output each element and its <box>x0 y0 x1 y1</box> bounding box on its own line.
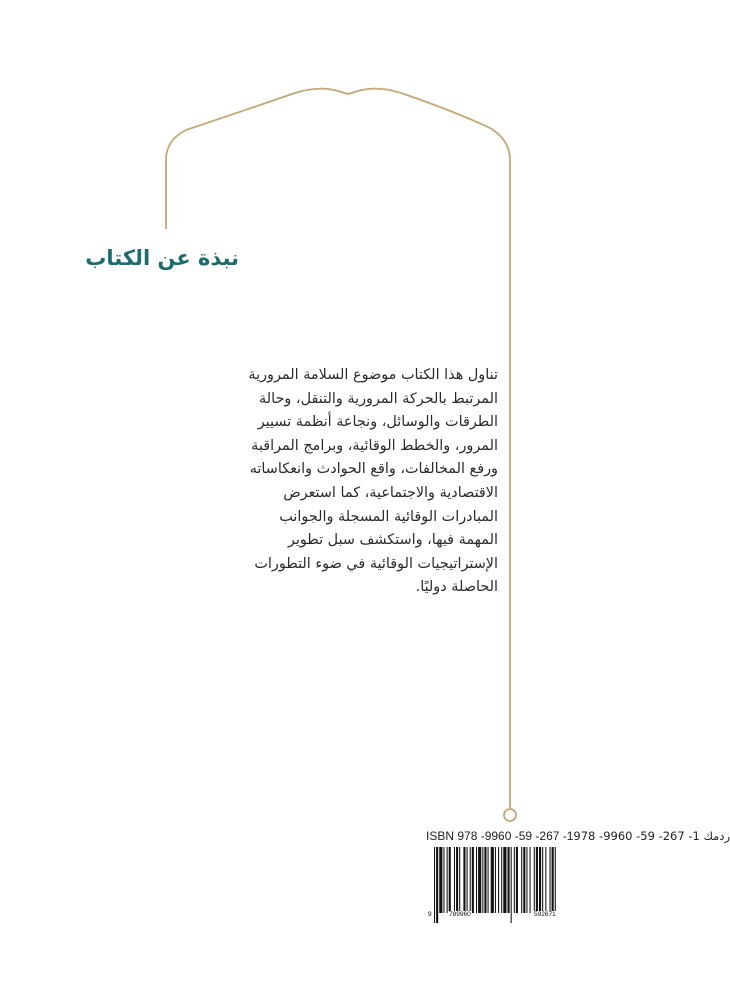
barcode-bar <box>482 847 483 913</box>
barcode-bar <box>511 847 512 923</box>
barcode-bar <box>449 847 451 913</box>
barcode-bar <box>476 847 477 913</box>
barcode-bar <box>521 847 522 913</box>
arch-end-circle <box>504 809 516 821</box>
barcode-bar <box>498 847 499 913</box>
barcode-bar <box>463 847 465 913</box>
barcode-bar <box>516 847 518 913</box>
description-line: المرور، والخطط الوقائية، وبرامج المراقبة <box>251 437 498 454</box>
barcode-right-digits: 592671 <box>534 911 556 918</box>
isbn-arabic: ردمك 1- 267- 59- 9960- 978 <box>573 829 730 843</box>
description-line: الطرقات والوسائل، ونجاعة أنظمة تسيير <box>257 414 498 431</box>
barcode-bar <box>443 847 444 913</box>
barcode-bar <box>508 847 510 913</box>
description-line: ورفع المخالفات، واقع الحوادث وانعكاساته <box>249 461 498 478</box>
barcode-bar <box>495 847 496 913</box>
barcode-bar <box>439 847 442 913</box>
barcode-bar <box>488 847 489 913</box>
barcode-bar <box>467 847 468 913</box>
barcode-bar <box>470 847 471 913</box>
barcode-bar <box>536 847 538 913</box>
barcode-bar <box>555 847 556 913</box>
description-line: تناول هذا الكتاب موضوع السلامة المرورية <box>248 367 498 383</box>
barcode-bar <box>514 847 515 913</box>
barcode-bar <box>454 847 455 913</box>
description-line: المبادرات الوقائية المسجلة والجوانب <box>279 508 498 525</box>
description-line: المرتبط بالحركة المرورية والتنقل، وحالة <box>259 390 498 407</box>
barcode-bar <box>459 847 460 913</box>
barcode-bar <box>501 847 502 913</box>
barcode-bar <box>550 847 551 913</box>
isbn-line <box>426 829 730 843</box>
description-line: الحاصلة دوليًا. <box>415 579 498 596</box>
barcode-bar <box>478 847 481 913</box>
barcode-bar <box>484 847 486 913</box>
barcode-left-digits: 789960 <box>449 911 471 918</box>
barcode-bar <box>503 847 506 913</box>
barcode-bar <box>542 847 543 913</box>
barcode-bar <box>526 847 527 913</box>
barcode-bar <box>436 847 438 923</box>
barcode-bar <box>523 847 525 913</box>
barcode-bar <box>456 847 458 913</box>
barcode-bar <box>447 847 448 913</box>
barcode-bar <box>534 847 535 913</box>
barcode-bar <box>472 847 474 913</box>
book-description <box>158 364 498 600</box>
barcode-first-digit: 9 <box>428 911 432 918</box>
description-line: الاقتصادية والاجتماعية، كما استعرض <box>283 484 498 501</box>
section-heading: نبذة عن الكتاب <box>85 246 239 270</box>
description-line: الإستراتيجيات الوقائية في ضوء التطورات <box>254 555 498 572</box>
barcode-bar <box>552 847 554 913</box>
barcode-bar <box>434 847 435 923</box>
description-line: المهمة فيها، واستكشف سبل تطوير <box>287 532 498 549</box>
isbn-latin: ISBN 978 -9960 -59 -267 -1 <box>426 829 574 843</box>
barcode-bar <box>545 847 546 913</box>
barcode-bar <box>491 847 494 913</box>
barcode-bar <box>539 847 541 913</box>
barcode-bar <box>530 847 531 913</box>
